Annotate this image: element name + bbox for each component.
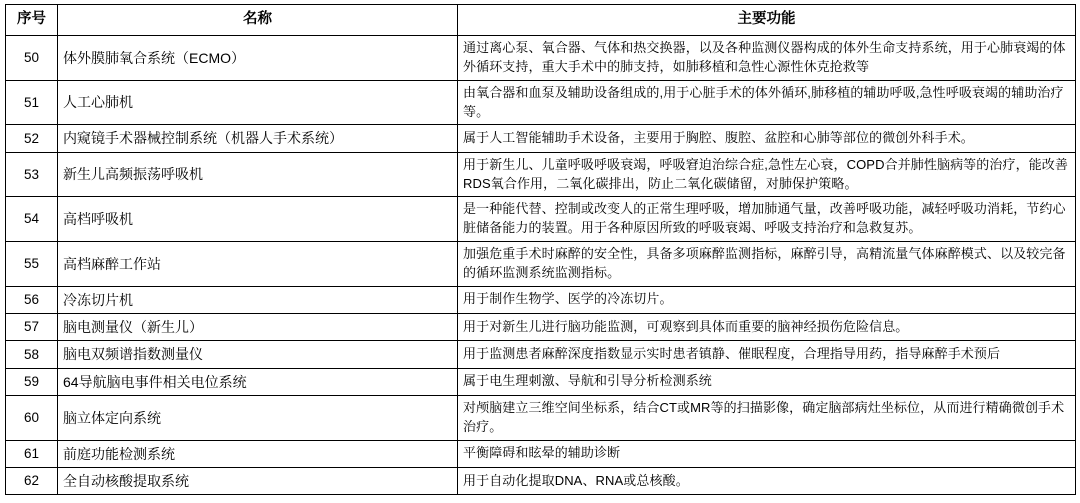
cell-name: 新生儿高频振荡呼吸机 xyxy=(58,152,458,197)
cell-no: 57 xyxy=(6,314,58,341)
column-header-function: 主要功能 xyxy=(458,5,1076,36)
cell-name: 内窥镜手术器械控制系统（机器人手术系统） xyxy=(58,125,458,152)
cell-no: 61 xyxy=(6,440,58,467)
table-row xyxy=(6,152,1076,197)
cell-name: 人工心肺机 xyxy=(58,80,458,125)
cell-name: 64导航脑电事件相关电位系统 xyxy=(58,368,458,395)
cell-name: 高档呼吸机 xyxy=(58,197,458,242)
cell-function: 用于对新生儿进行脑功能监测，可观察到具体而重要的脑神经损伤危险信息。 xyxy=(458,314,1076,341)
cell-no: 59 xyxy=(6,368,58,395)
cell-no: 53 xyxy=(6,152,58,197)
table-row xyxy=(6,36,1076,81)
table-row xyxy=(6,440,1076,467)
table-header xyxy=(6,5,1076,36)
table-row xyxy=(6,242,1076,287)
column-header-no: 序号 xyxy=(6,5,58,36)
table-body xyxy=(6,36,1076,495)
cell-function: 用于新生儿、儿童呼吸呼吸衰竭，呼吸窘迫治综合症,急性左心衰，COPD合并肺性脑病等的治疗，能改善RDS氧合作用，二氧化碳排出，防止二氧化碳储留，对肺保护策略。 xyxy=(458,152,1076,197)
table-row xyxy=(6,341,1076,368)
cell-function: 属于电生理刺激、导航和引导分析检测系统 xyxy=(458,368,1076,395)
cell-function: 用于监测患者麻醉深度指数显示实时患者镇静、催眠程度，合理指导用药，指导麻醉手术预后 xyxy=(458,341,1076,368)
cell-function: 对颅脑建立三维空间坐标系，结合CT或MR等的扫描影像，确定脑部病灶坐标位，从而进行精确微创手术治疗。 xyxy=(458,395,1076,440)
table-row xyxy=(6,467,1076,494)
cell-no: 56 xyxy=(6,286,58,313)
equipment-table xyxy=(5,4,1076,495)
cell-name: 脑电双频谱指数测量仪 xyxy=(58,341,458,368)
table-row xyxy=(6,125,1076,152)
cell-no: 58 xyxy=(6,341,58,368)
cell-function: 用于自动化提取DNA、RNA或总核酸。 xyxy=(458,467,1076,494)
cell-function: 加强危重手术时麻醉的安全性，具备多项麻醉监测指标，麻醉引导，高精流量气体麻醉模式、以及较完备的循环监测系统监测指标。 xyxy=(458,242,1076,287)
table-row xyxy=(6,80,1076,125)
cell-name: 体外膜肺氧合系统（ECMO） xyxy=(58,36,458,81)
cell-function: 平衡障碍和眩晕的辅助诊断 xyxy=(458,440,1076,467)
cell-no: 51 xyxy=(6,80,58,125)
cell-name: 脑电测量仪（新生儿） xyxy=(58,314,458,341)
cell-name: 高档麻醉工作站 xyxy=(58,242,458,287)
cell-function: 通过离心泵、氧合器、气体和热交换器，以及各种监测仪器构成的体外生命支持系统，用于心肺衰竭的体外循环支持，重大手术中的肺支持，如肺移植和急性心源性休克抢救等 xyxy=(458,36,1076,81)
cell-function: 属于人工智能辅助手术设备，主要用于胸腔、腹腔、盆腔和心肺等部位的微创外科手术。 xyxy=(458,125,1076,152)
cell-no: 52 xyxy=(6,125,58,152)
table-row xyxy=(6,395,1076,440)
table-row xyxy=(6,368,1076,395)
cell-function: 由氧合器和血泵及辅助设备组成的,用于心脏手术的体外循环,肺移植的辅助呼吸,急性呼吸衰竭的辅助治疗等。 xyxy=(458,80,1076,125)
table-row xyxy=(6,286,1076,313)
cell-name: 脑立体定向系统 xyxy=(58,395,458,440)
cell-no: 54 xyxy=(6,197,58,242)
column-header-name: 名称 xyxy=(58,5,458,36)
table-header-row xyxy=(6,5,1076,36)
cell-no: 62 xyxy=(6,467,58,494)
cell-function: 用于制作生物学、医学的冷冻切片。 xyxy=(458,286,1076,313)
cell-no: 55 xyxy=(6,242,58,287)
table-row xyxy=(6,314,1076,341)
cell-no: 50 xyxy=(6,36,58,81)
cell-name: 全自动核酸提取系统 xyxy=(58,467,458,494)
table-row xyxy=(6,197,1076,242)
cell-no: 60 xyxy=(6,395,58,440)
cell-name: 冷冻切片机 xyxy=(58,286,458,313)
cell-name: 前庭功能检测系统 xyxy=(58,440,458,467)
cell-function: 是一种能代替、控制或改变人的正常生理呼吸，增加肺通气量，改善呼吸功能，减轻呼吸功消耗，节约心脏储备能力的装置。用于各种原因所致的呼吸衰竭、呼吸支持治疗和急救复苏。 xyxy=(458,197,1076,242)
